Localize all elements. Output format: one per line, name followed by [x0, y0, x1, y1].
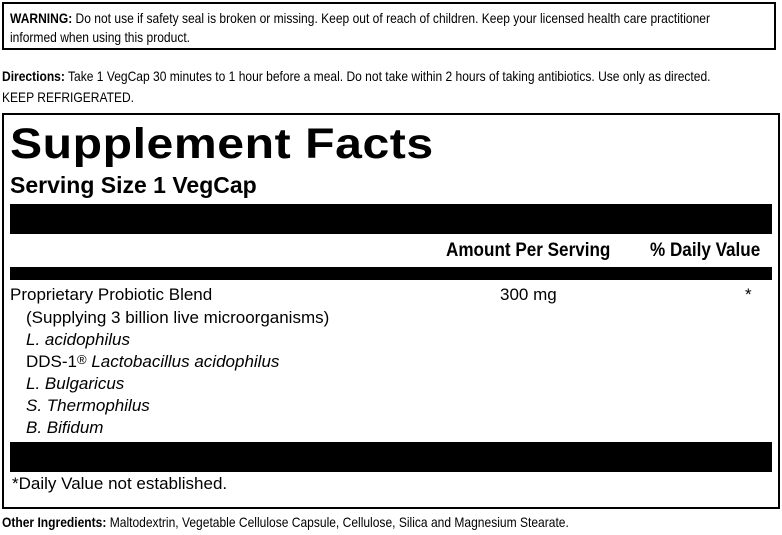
strain-b-bifidum: B. Bifidum	[26, 418, 104, 437]
warning-text: Do not use if safety seal is broken or missing. Keep out of reach of children. Keep your licensed health care practitioner	[75, 10, 710, 26]
supplement-facts-title: Supplement Facts	[10, 120, 434, 168]
directions-line-1	[2, 68, 711, 84]
warning-text-line-1	[10, 10, 710, 26]
ingredient-amount: 300 mg	[500, 285, 557, 304]
warning-label: WARNING:	[10, 10, 73, 26]
other-ingredients-text: Maltodextrin, Vegetable Cellulose Capsule, Cellulose, Silica and Magnesium Stearate.	[109, 514, 569, 530]
directions-text: Take 1 VegCap 30 minutes to 1 hour before a meal. Do not take within 2 hours of taking antibiotics. Use only as directed.	[68, 68, 711, 84]
ingredient-name: Proprietary Probiotic Blend	[10, 285, 213, 304]
other-ingredients-label: Other Ingredients:	[2, 514, 107, 530]
dds-prefix: DDS-1	[26, 352, 78, 371]
strain-l-bulgaricus: L. Bulgaricus	[26, 374, 125, 393]
directions-line-2: KEEP REFRIGERATED.	[2, 89, 135, 105]
medium-divider	[10, 267, 772, 280]
directions-label: Directions:	[2, 68, 65, 84]
thick-divider-bottom	[10, 442, 772, 472]
amount-per-serving-header: Amount Per Serving	[446, 240, 611, 261]
daily-value-header: % Daily Value	[650, 240, 761, 261]
supplying-note: (Supplying 3 billion live microorganisms)	[26, 308, 330, 327]
warning-box	[2, 2, 776, 50]
dds-species: Lactobacillus acidophilus	[91, 352, 280, 371]
thick-divider-top	[10, 204, 772, 234]
strain-l-acidophilus: L. acidophilus	[26, 330, 130, 349]
serving-size: Serving Size 1 VegCap	[10, 172, 257, 198]
registered-mark: ®	[77, 352, 87, 367]
daily-value-footnote: *Daily Value not established.	[12, 474, 228, 493]
strain-dds-1	[26, 352, 279, 372]
warning-text-line-2: informed when using this product.	[10, 29, 191, 45]
strain-s-thermophilus: S. Thermophilus	[26, 396, 150, 415]
other-ingredients	[2, 514, 569, 530]
ingredient-daily-value: *	[745, 285, 752, 304]
